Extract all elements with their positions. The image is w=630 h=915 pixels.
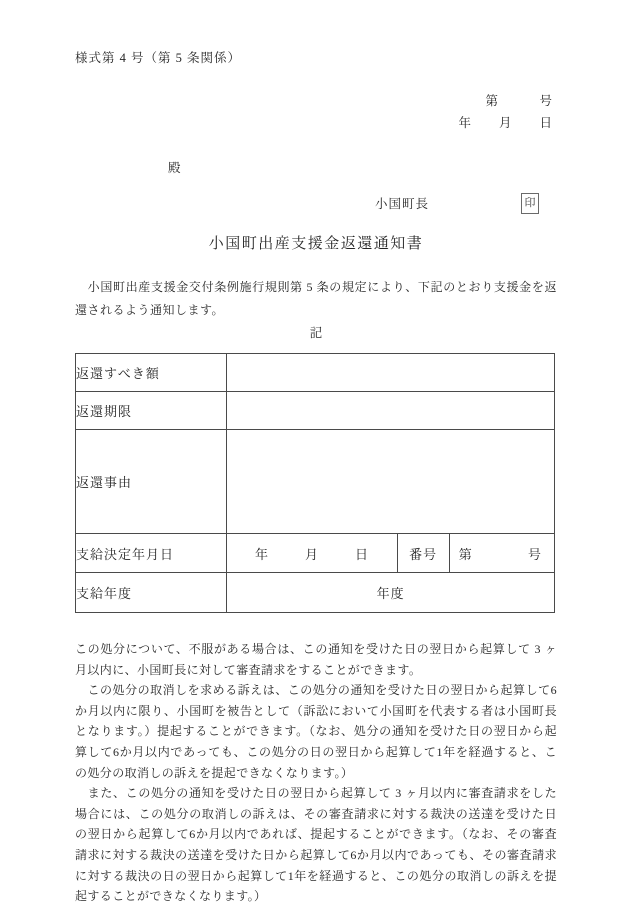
table-row-deadline: [76, 392, 555, 430]
table-row-decision-date: [76, 534, 555, 573]
deadline-value-cell: [227, 392, 555, 430]
date-month-label: 月: [304, 546, 319, 562]
seal-mark-icon: 印: [521, 193, 539, 214]
record-marker: 記: [309, 326, 323, 340]
table-row-reason: [76, 430, 555, 534]
appeal-notes: [75, 639, 557, 907]
table-row-fiscal-year: [76, 573, 555, 613]
amount-label: 返還すべき額: [76, 354, 227, 392]
doc-meta: [75, 90, 557, 134]
note-paragraph-after-review: また、この処分の通知を受けた日の翌日から起算して 3 ヶ月以内に審査請求をした場合には、この処分の取消しの訴えは、その審査請求に対する裁決の送達を受けた日の翌日から起算して6か月以内であれば、提起することができます。（なお、その審査請求に対する裁決の送達を受けた日から起算して6か月以内であっても、その審査請求に対する裁決の日の翌日から起算して1年を経過すると、この処分の取消しの訴えを提起することができなくなります。）: [75, 786, 557, 904]
doc-number-line: 第 号: [485, 94, 553, 108]
date-day-label: 日: [354, 546, 369, 562]
note-paragraph-revocation-suit: この処分の取消しを求める訴えは、この処分の通知を受けた日の翌日から起算して6か月以内に限り、小国町を被告として（訴訟において小国町を代表する者は小国町長となります。）提起することができます。（なお、処分の通知を受けた日の翌日から起算して6か月以内であっても、この処分の日の翌日から起算して1年を経過すると、この処分の取消しの訴えを提起できなくなります。）: [75, 683, 557, 780]
number-suffix: 号: [527, 546, 542, 562]
decision-date-value-cell: [227, 534, 397, 573]
form-number: 様式第 4 号（第 5 条関係）: [75, 51, 242, 65]
reason-value-cell: [227, 430, 555, 534]
reason-label: 返還事由: [76, 430, 227, 534]
intro-block: [75, 276, 557, 345]
date-year-label: 年: [254, 546, 269, 562]
number-value-cell: [449, 534, 554, 573]
intro-paragraph: 小国町出産支援金交付条例施行規則第 5 条の規定により、下記のとおり支援金を返還されるよう通知します。: [75, 280, 557, 317]
sender-row: [75, 192, 557, 214]
fiscal-year-label: 支給年度: [76, 573, 227, 613]
fiscal-year-value-cell: 年度: [227, 573, 555, 613]
amount-value-cell: [227, 354, 555, 392]
addressee-honorific: 殿: [168, 161, 181, 175]
decision-date-label: 支給決定年月日: [76, 534, 227, 573]
table-row-amount: [76, 354, 555, 392]
number-prefix: 第: [458, 546, 473, 562]
notice-table: [75, 353, 555, 613]
doc-date-line: 年 月 日: [458, 116, 553, 130]
document-title: 小国町出産支援金返還通知書: [208, 236, 424, 252]
deadline-label: 返還期限: [76, 392, 227, 430]
number-header-cell: 番号: [397, 534, 449, 573]
sender-title: 小国町長: [375, 197, 430, 211]
note-paragraph-review-request: この処分について、不服がある場合は、この通知を受けた日の翌日から起算して 3 ヶ月以内に、小国町長に対して審査請求をすることができます。: [75, 642, 557, 677]
